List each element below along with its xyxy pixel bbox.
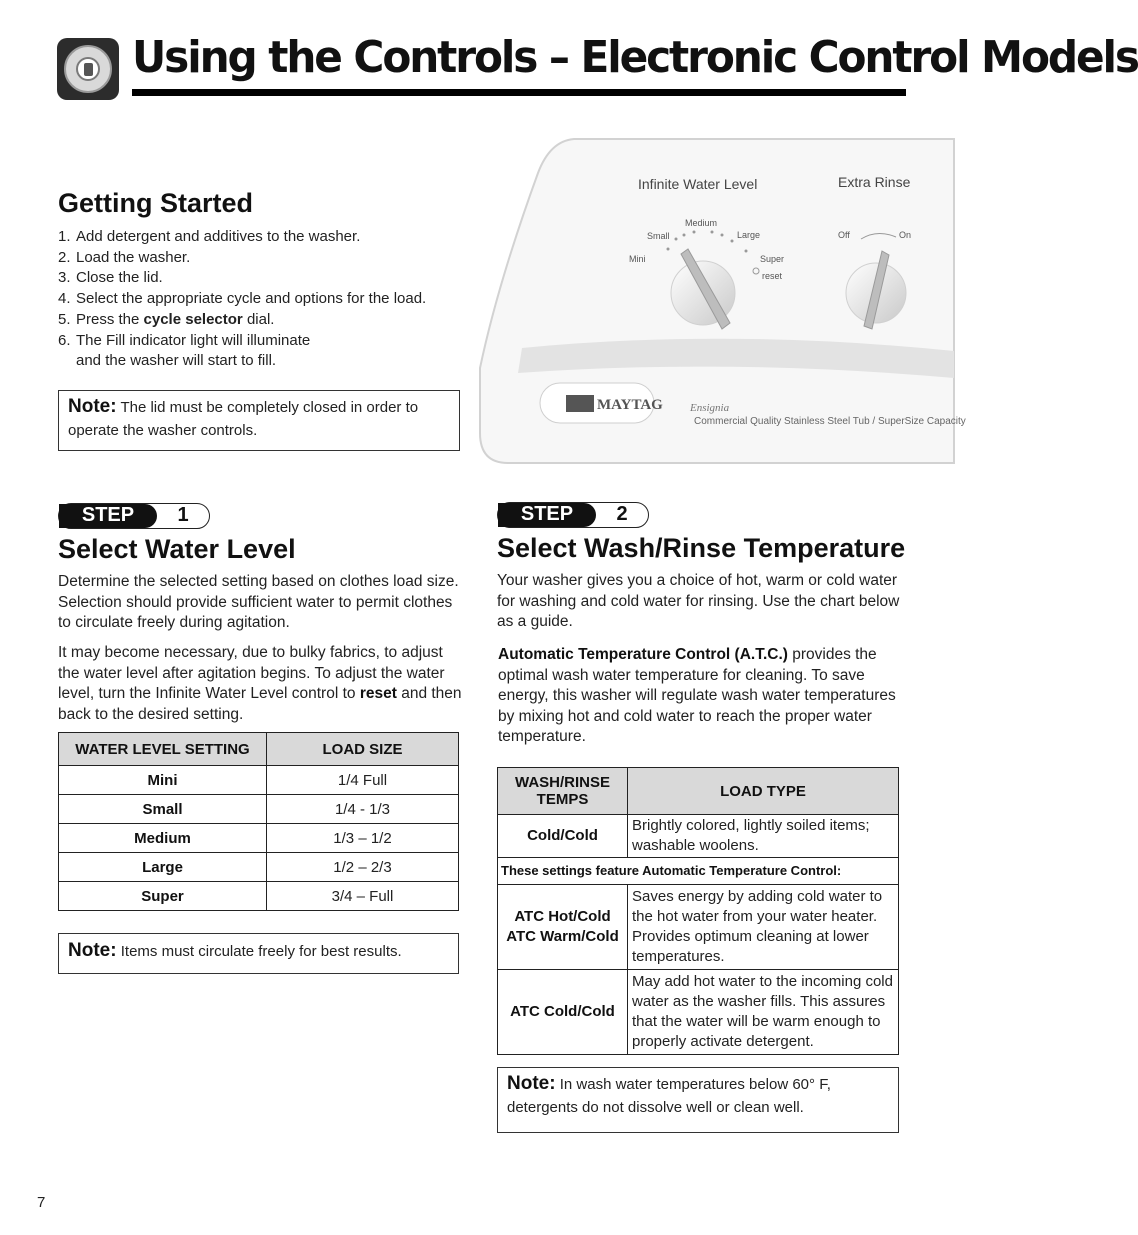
table-row: Small 1/4 - 1/3 (59, 795, 459, 824)
table-header: LOAD TYPE (628, 768, 899, 815)
label-small: Small (647, 231, 670, 241)
getting-started-heading: Getting Started (58, 188, 254, 218)
water-level-paragraph-1: Determine the selected setting based on clothes load size. Selection should provide sufficient water to permit clothes to circulate freely during agitation. (58, 573, 459, 632)
circulate-note: Note: Items must circulate freely for best results. (58, 933, 459, 974)
temperature-paragraph-2: Automatic Temperature Control (A.T.C.) provides the optimal wash water temperature for cleaning. To save energy, this washer will regulate wash water temperatures by mixing hot and cold water to reach the proper water temperature. (498, 646, 896, 746)
table-header: WATER LEVEL SETTING (59, 733, 267, 766)
list-item: 3. Close the lid. (58, 269, 163, 287)
label-reset: reset (762, 271, 783, 281)
maytag-logo-mark (566, 395, 594, 412)
table-row: Mini 1/4 Full (59, 766, 459, 795)
water-level-title: Infinite Water Level (638, 176, 758, 192)
table-row: ATC Hot/Cold ATC Warm/Cold Saves energy by adding cold water to the hot water from your water heater. Provides optimum cleaning at lower temperatures. (498, 885, 899, 970)
getting-started-list (58, 227, 426, 372)
water-level-table (58, 732, 459, 911)
water-level-paragraph-2: It may become necessary, due to bulky fabrics, to adjust the water level after agitation begins. To adjust the water level, turn the Infinite Water Level control to reset and then back to the desired setting. (58, 644, 462, 723)
temperature-paragraph-1: Your washer gives you a choice of hot, warm or cold water for washing and cold water for rinsing. Use the chart below as a guide. (497, 572, 900, 631)
page-number: 7 (37, 1194, 46, 1211)
table-header: LOAD SIZE (267, 733, 459, 766)
control-panel-illustration (478, 133, 966, 468)
label-medium: Medium (685, 218, 718, 228)
panel-tagline: Commercial Quality Stainless Steel Tub / SuperSize Capacity (694, 416, 966, 427)
step1-badge: STEP 1 (58, 503, 210, 529)
label-on: On (899, 230, 912, 240)
list-item: 4. Select the appropriate cycle and options for the load. (58, 290, 427, 308)
control-dial-icon (57, 38, 119, 100)
label-super: Super (760, 254, 785, 264)
title-rule (132, 89, 906, 96)
temperature-table (497, 767, 899, 1055)
table-row: Super 3/4 – Full (59, 882, 459, 911)
table-header-row (498, 768, 899, 815)
step2-badge: STEP 2 (497, 502, 649, 528)
page-title: Using the Controls – Electronic Control Models (132, 32, 1138, 83)
temperature-heading: Select Wash/Rinse Temperature (497, 533, 906, 563)
table-header: WASH/RINSE TEMPS (498, 768, 628, 815)
table-row: Large 1/2 – 2/3 (59, 853, 459, 882)
extra-rinse-title: Extra Rinse (838, 174, 911, 190)
list-item: 1. Add detergent and additives to the washer. (58, 228, 361, 245)
table-header-row (59, 733, 459, 766)
lid-note: Note: The lid must be completely closed in order to operate the washer controls. (58, 390, 460, 451)
temperature-note: Note: In wash water temperatures below 60° F, detergents do not dissolve well or clean well. (497, 1067, 899, 1133)
list-item: 5. Press the cycle selector dial. (58, 310, 275, 328)
table-row: These settings feature Automatic Temperature Control: (498, 858, 899, 885)
table-row: Cold/Cold Brightly colored, lightly soiled items; washable woolens. (498, 815, 899, 858)
table-row: ATC Cold/Cold May add hot water to the incoming cold water as the washer fills. This assures that the water will be warm enough to properly activate detergent. (498, 970, 899, 1055)
label-large: Large (737, 230, 761, 240)
maytag-brand: MAYTAG (597, 397, 663, 413)
water-level-heading: Select Water Level (58, 534, 296, 564)
label-mini: Mini (629, 254, 646, 264)
table-row: Medium 1/3 – 1/2 (59, 824, 459, 853)
model-script: Ensignia (690, 402, 730, 414)
label-off: Off (838, 230, 850, 240)
list-item: 6. The Fill indicator light will illuminate and the washer will start to fill. (58, 331, 311, 370)
list-item: 2. Load the washer. (58, 248, 191, 266)
